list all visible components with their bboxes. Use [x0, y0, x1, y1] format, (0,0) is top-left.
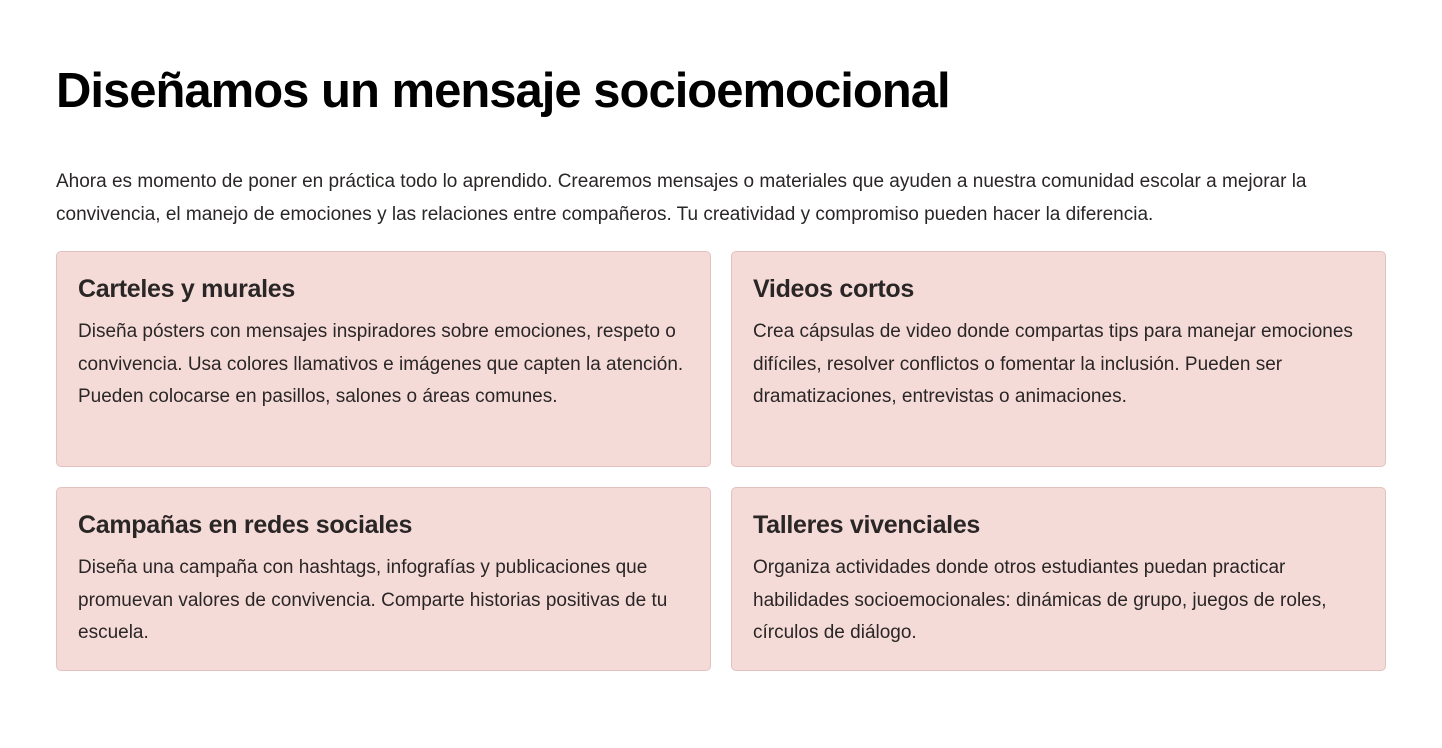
card-text: Diseña una campaña con hashtags, infografías y publicaciones que promuevan valores de convivencia. Comparte historias positivas de tu escuela. — [78, 557, 668, 643]
card-talleres-vivenciales — [731, 487, 1386, 671]
card-title: Talleres vivenciales — [753, 511, 981, 539]
cards-grid — [56, 251, 1386, 671]
card-carteles-murales — [56, 251, 711, 467]
intro-paragraph: Ahora es momento de poner en práctica todo lo aprendido. Crearemos mensajes o materiales que ayuden a nuestra comunidad escolar a mejorar la convivencia, el manejo de emociones y las relaciones entre compañeros. Tu creatividad y compromiso pueden hacer la diferencia. — [56, 171, 1307, 225]
card-title: Videos cortos — [753, 275, 914, 303]
card-title: Carteles y murales — [78, 275, 295, 303]
card-videos-cortos — [731, 251, 1386, 467]
card-text: Crea cápsulas de video donde compartas tips para manejar emociones difíciles, resolver conflictos o fomentar la inclusión. Pueden ser dramatizaciones, entrevistas o animaciones. — [753, 321, 1353, 407]
card-text: Diseña pósters con mensajes inspiradores sobre emociones, respeto o convivencia. Usa colores llamativos e imágenes que capten la atención. Pueden colocarse en pasillos, salones o áreas comunes. — [78, 321, 684, 407]
card-campanas-redes — [56, 487, 711, 671]
card-title: Campañas en redes sociales — [78, 511, 413, 539]
page-title: Diseñamos un mensaje socioemocional — [56, 64, 950, 118]
card-text: Organiza actividades donde otros estudiantes puedan practicar habilidades socioemocionales: dinámicas de grupo, juegos de roles, círculos de diálogo. — [753, 557, 1327, 643]
